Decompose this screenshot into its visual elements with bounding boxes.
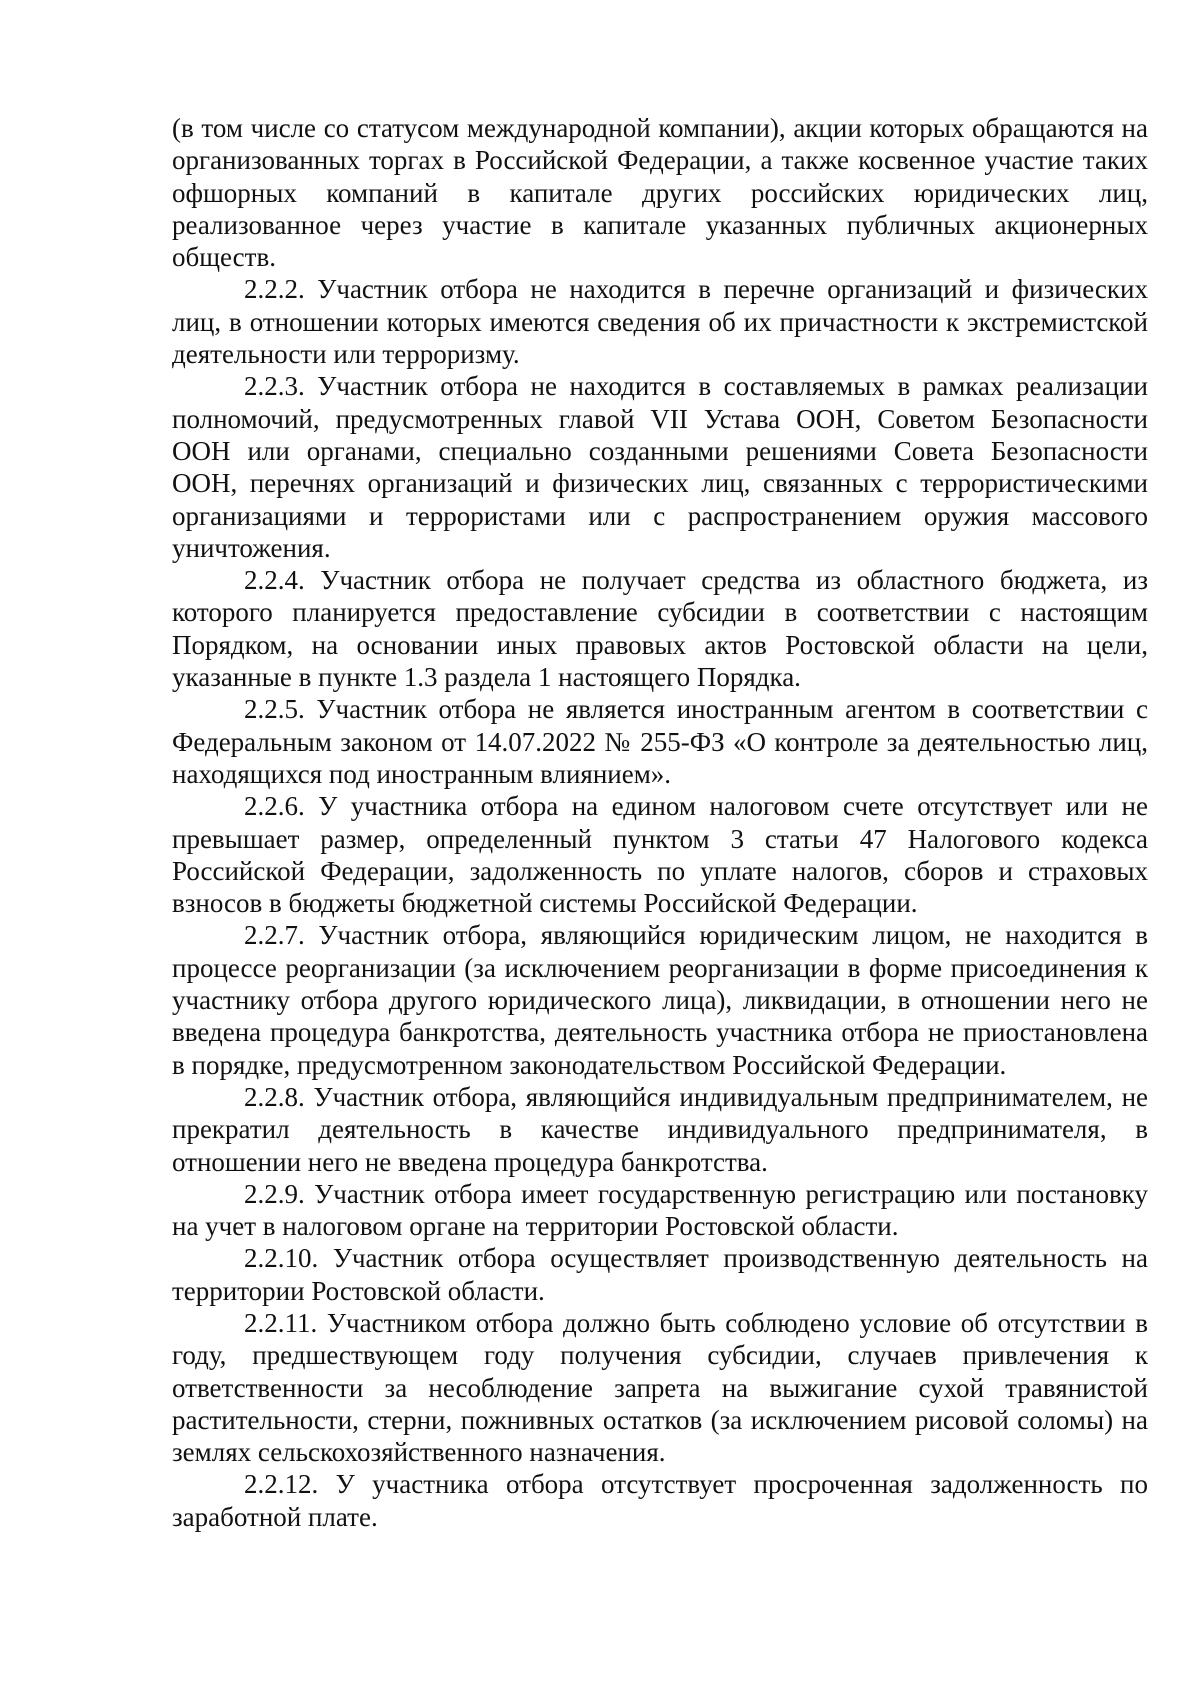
paragraph-continuation: (в том числе со статусом международной компании), акции которых обращаются на организованных торгах в Российской Федерации, а также косвенное участие таких офшорных компаний в капитале других российских юридических лиц, реализованное через участие в капитале указанных публичных акционерных обществ. bbox=[172, 113, 1148, 273]
paragraph-2-2-8: 2.2.8. Участник отбора, являющийся индивидуальным предпринимателем, не прекратил деятельность в качестве индивидуального предпринимателя, в отношении него не введена процедура банкротства. bbox=[172, 1081, 1148, 1177]
paragraph-2-2-9: 2.2.9. Участник отбора имеет государственную регистрацию или постановку на учет в налоговом органе на территории Ростовской области. bbox=[172, 1178, 1148, 1242]
paragraph-2-2-5: 2.2.5. Участник отбора не является иностранным агентом в соответствии с Федеральным законом от 14.07.2022 № 255-ФЗ «О контроле за деятельностью лиц, находящихся под иностранным влиянием». bbox=[172, 694, 1148, 789]
paragraph-2-2-6: 2.2.6. У участника отбора на едином налоговом счете отсутствует или не превышает размер, определенный пунктом 3 статьи 47 Налогового кодекса Российской Федерации, задолженность по уплате налогов, сборов и страховых взносов в бюджеты бюджетной системы Российской Федерации. bbox=[172, 791, 1148, 919]
paragraph-2-2-4: 2.2.4. Участник отбора не получает средства из областного бюджета, из которого планируется предоставление субсидии в соответствии с настоящим Порядком, на основании иных правовых актов Ростовской области на цели, указанные в пункте 1.3 раздела 1 настоящего Порядка. bbox=[172, 565, 1148, 693]
paragraph-2-2-11: 2.2.11. Участником отбора должно быть соблюдено условие об отсутствии в году, предшествующем году получения субсидии, случаев привлечения к ответственности за несоблюдение запрета на выжигание сухой травянистой растительности, стерни, пожнивных остатков (за исключением рисовой соломы) на землях сельскохозяйственного назначения. bbox=[172, 1307, 1148, 1468]
paragraph-2-2-10: 2.2.10. Участник отбора осуществляет производственную деятельность на территории Ростовской области. bbox=[172, 1243, 1148, 1306]
paragraph-2-2-7: 2.2.7. Участник отбора, являющийся юридическим лицом, не находится в процессе реорганизации (за исключением реорганизации в форме присоединения к участнику отбора другого юридического лица), ликвидации, в отношении него не введена процедура банкротства, деятельность участника отбора не приостановлена в порядке, предусмотренном законодательством Российской Федерации. bbox=[172, 920, 1148, 1080]
paragraph-2-2-2: 2.2.2. Участник отбора не находится в перечне организаций и физических лиц, в отношении которых имеются сведения об их причастности к экстремистской деятельности или терроризму. bbox=[172, 274, 1148, 370]
paragraph-2-2-3: 2.2.3. Участник отбора не находится в составляемых в рамках реализации полномочий, предусмотренных главой VII Устава ООН, Советом Безопасности ООН или органами, специально созданными решениями Совета Безопасности ООН, перечнях организаций и физических лиц, связанных с террористическими организациями и террористами или с распространением оружия массового уничтожения. bbox=[172, 371, 1148, 563]
paragraph-2-2-12: 2.2.12. У участника отбора отсутствует просроченная задолженность по заработной плате. bbox=[172, 1469, 1148, 1532]
document-page bbox=[172, 112, 1148, 1533]
